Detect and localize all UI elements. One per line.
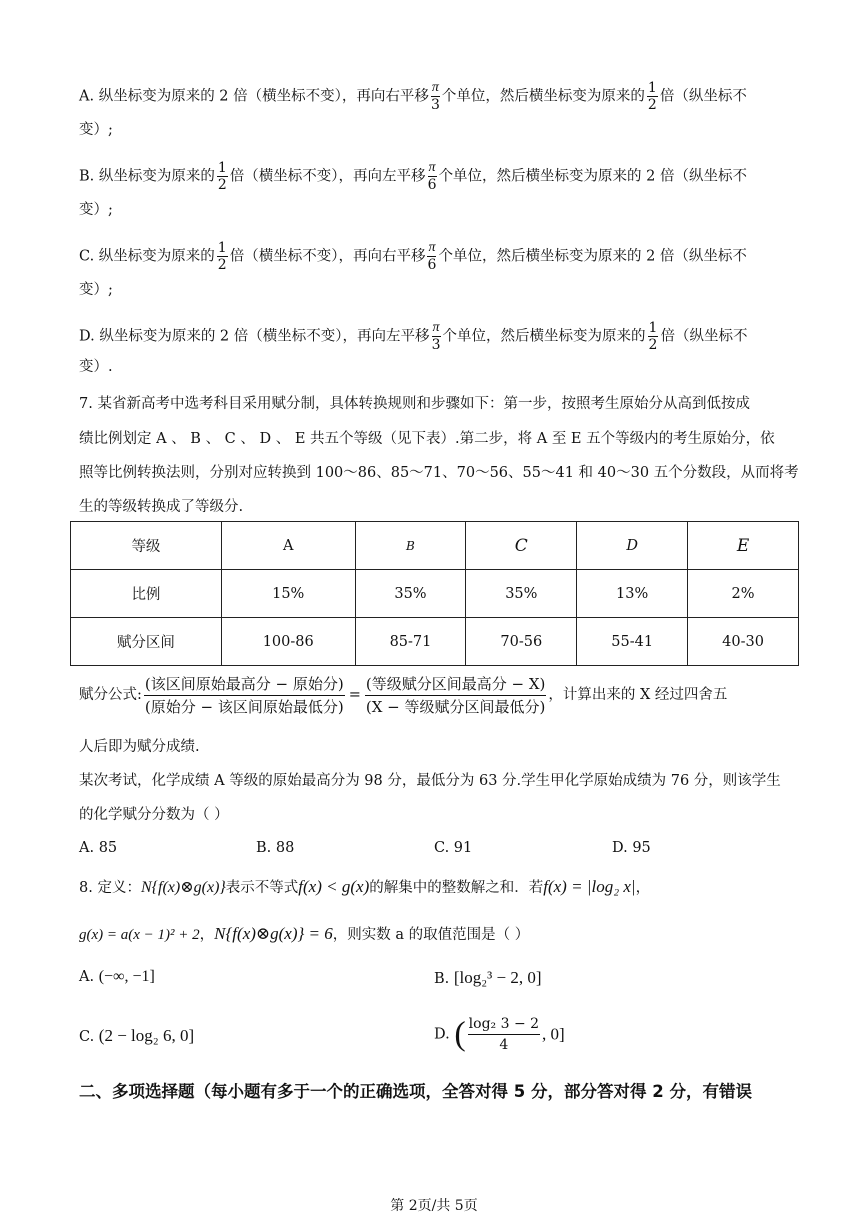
q6-c-half-frac (217, 240, 228, 273)
q8-text2: 表示不等式 (225, 880, 299, 896)
q6-a-pi: π (431, 80, 439, 95)
table-cell: B (355, 522, 466, 570)
q7-option-c: C. 91 (434, 840, 473, 856)
q8-option-d (434, 1014, 565, 1055)
q6-c-den: 6 (427, 257, 437, 273)
q6-b-text3: 个单位，然后横坐标变为原来的 2 倍（纵坐标不 (438, 168, 748, 185)
q6-option-c-line2: 变）; (79, 282, 113, 298)
table-row (71, 522, 799, 570)
q6-a-text2: 个单位，然后横坐标变为原来的 (441, 88, 645, 105)
table-cell: 15% (221, 570, 355, 618)
q8-option-a-value: (−∞, −1] (98, 968, 155, 985)
q8-option-a-label: A. (79, 969, 95, 985)
q8-option-d-open-paren: ( (454, 1015, 466, 1053)
q8-math2: f(x) < g(x) (298, 877, 370, 896)
q6-a-text3: 倍（纵坐标不 (659, 88, 747, 105)
q6-d-text3: 倍（纵坐标不 (660, 328, 748, 345)
table-row (71, 618, 799, 666)
table-cell: 2% (688, 570, 799, 618)
table-cell: 85-71 (355, 618, 466, 666)
table-cell: C (466, 522, 577, 570)
q6-b-pi: π (428, 160, 436, 175)
formula-left-den: (原始分 − 该区间原始最低分) (144, 697, 344, 716)
formula-after: ，计算出来的 X 经过四舍五 (548, 687, 728, 703)
q8-math4: g(x) = a(x − 1)² + 2 (79, 927, 200, 943)
q6-d-pi-frac (432, 320, 441, 353)
q7-stem-line7: 的化学赋分分数为（ ） (79, 807, 229, 823)
q6-c-text2: 倍（横坐标不变），再向右平移 (229, 248, 426, 265)
q7-formula (79, 672, 727, 718)
q8-option-d-num: log₂ 3 − 2 (468, 1014, 540, 1035)
q8-option-c-label: C. (79, 1029, 95, 1045)
table-cell: 35% (355, 570, 466, 618)
q6-option-d-line2: 变）. (79, 359, 113, 375)
q6-b-text2: 倍（横坐标不变），再向左平移 (229, 168, 426, 185)
table-cell: 比例 (71, 570, 222, 618)
table-cell: A (221, 522, 355, 570)
table-cell: E (688, 522, 799, 570)
q7-option-b: B. 88 (256, 840, 295, 856)
table-cell: 40-30 (688, 618, 799, 666)
q8-text4: ， (635, 880, 651, 896)
section-heading: 二、多项选择题（每小题有多于一个的正确选项，全答对得 5 分，部分答对得 2 分，有错误 (79, 1082, 752, 1101)
q7-option-a: A. 85 (79, 840, 118, 856)
q7-stem-line3: 照等比例转换法则，分别对应转换到 100～86、85～71、70～56、55～41 和 40～30 五个分数段，从而将考 (79, 465, 799, 481)
q6-option-a-line2: 变）; (79, 122, 113, 138)
q6-d-half-num: 1 (648, 320, 658, 336)
q8-option-d-frac (468, 1014, 540, 1055)
q8-option-b (434, 968, 542, 988)
q6-c-pi: π (428, 240, 436, 255)
q6-c-pi-frac (427, 240, 436, 273)
q6-a-half-num: 1 (647, 80, 657, 96)
q6-option-a-line1 (79, 80, 747, 113)
q8-option-d-tail: , 0] (542, 1024, 565, 1044)
q7-stem-line2: 绩比例划定 A 、 B 、 C 、 D 、 E 共五个等级（见下表）.第二步，将 A 至 E 五个等级内的考生原始分，依 (79, 431, 775, 447)
grade-table (70, 521, 799, 666)
q8-math3: f(x) = |log₂ x| (543, 877, 636, 896)
table-cell: 35% (466, 570, 577, 618)
q8-option-a (79, 968, 155, 986)
q7-stem-line5: 人后即为赋分成绩. (79, 739, 200, 755)
q6-c-text1: C. 纵坐标变为原来的 (79, 248, 215, 265)
table-cell: 70-56 (466, 618, 577, 666)
q6-option-c-line1 (79, 240, 747, 273)
q6-b-den: 6 (427, 177, 437, 193)
q6-a-pi-frac (431, 80, 440, 113)
q7-option-d: D. 95 (612, 840, 651, 856)
q6-c-half-num: 1 (217, 240, 227, 256)
table-cell: 100-86 (221, 618, 355, 666)
q6-option-d-line1 (79, 320, 747, 353)
q7-stem-line6: 某次考试，化学成绩 A 等级的原始最高分为 98 分，最低分为 63 分.学生甲化学原始成绩为 76 分，则该学生 (79, 773, 781, 789)
q8-option-c (79, 1026, 194, 1046)
formula-left-frac (144, 673, 345, 718)
table-row (71, 570, 799, 618)
q6-b-half-den: 2 (217, 177, 227, 193)
q6-a-half-den: 2 (647, 97, 657, 113)
q6-d-text2: 个单位，然后横坐标变为原来的 (442, 328, 646, 345)
q8-text6: ，则实数 a 的取值范围是（ ） (332, 927, 530, 943)
formula-right-num: (等级赋分区间最高分 − X) (365, 673, 547, 696)
table-cell: 55-41 (577, 618, 688, 666)
q6-d-half-frac (648, 320, 659, 353)
q8-option-d-den: 4 (499, 1037, 509, 1053)
q8-math5: N{f(x)⊗g(x)} = 6 (214, 924, 333, 943)
q6-a-half-frac (647, 80, 658, 113)
formula-equals: = (348, 687, 361, 703)
q6-d-pi: π (432, 320, 440, 335)
q8-text3: 的解集中的整数解之和．若 (369, 880, 544, 896)
table-cell: 13% (577, 570, 688, 618)
q6-b-half-num: 1 (217, 160, 227, 176)
q6-c-half-den: 2 (217, 257, 227, 273)
q8-stem-line2 (79, 924, 529, 945)
q6-b-text1: B. 纵坐标变为原来的 (79, 168, 215, 185)
q7-stem-line1: 7. 某省新高考中选考科目采用赋分制，具体转换规则和步骤如下：第一步，按照考生原始分从高到低按成 (79, 396, 750, 412)
q6-option-b-line2: 变）; (79, 202, 113, 218)
formula-right-frac (365, 673, 547, 718)
q6-c-text3: 个单位，然后横坐标变为原来的 2 倍（纵坐标不 (438, 248, 747, 265)
q8-option-c-value: (2 − log₂ 6, 0] (98, 1026, 195, 1045)
q6-d-text1: D. 纵坐标变为原来的 2 倍（横坐标不变），再向左平移 (79, 328, 430, 345)
q8-stem-line1 (79, 877, 650, 898)
table-cell: 等级 (71, 522, 222, 570)
q8-option-d-label: D. (434, 1026, 450, 1043)
q6-a-text1: A. 纵坐标变为原来的 2 倍（横坐标不变），再向右平移 (79, 88, 429, 105)
q8-text1: 8. 定义： (79, 880, 141, 896)
q6-b-half-frac (217, 160, 228, 193)
q7-stem-line4: 生的等级转换成了等级分. (79, 499, 244, 515)
q8-math1: N{f(x)⊗g(x)} (140, 879, 226, 896)
q6-d-half-den: 2 (648, 337, 658, 353)
formula-right-den: (X − 等级赋分区间最低分) (365, 697, 546, 716)
q6-a-den: 3 (430, 97, 440, 113)
table-cell: D (577, 522, 688, 570)
q6-d-den: 3 (431, 337, 441, 353)
q8-text5: ， (199, 927, 215, 943)
q8-option-b-value: [log₂³ − 2, 0] (453, 968, 542, 987)
q8-option-b-label: B. (434, 971, 450, 987)
formula-label: 赋分公式: (79, 687, 142, 703)
q6-b-pi-frac (428, 160, 437, 193)
page-footer: 第 2页/共 5页 (390, 1198, 478, 1214)
table-cell: 赋分区间 (71, 618, 222, 666)
formula-left-num: (该区间原始最高分 − 原始分) (144, 673, 345, 696)
q6-option-b-line1 (79, 160, 747, 193)
